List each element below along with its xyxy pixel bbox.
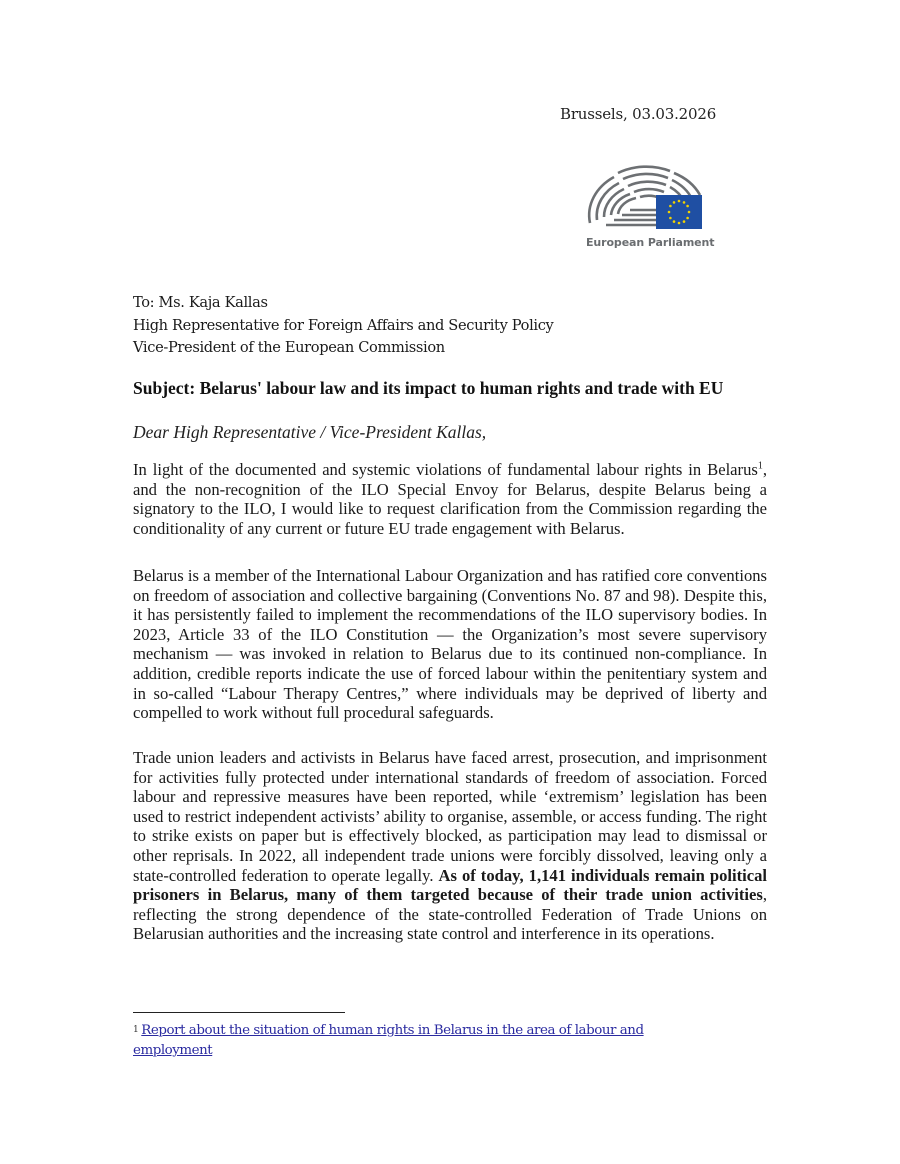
recipient-role: Vice-President of the European Commission <box>133 339 445 356</box>
subject-line: Subject: Belarus' labour law and its impact to human rights and trade with EU <box>133 378 724 398</box>
salutation: Dear High Representative / Vice-President Kallas, <box>133 422 487 442</box>
paragraph-text: , and the non-recognition of the ILO Special Envoy for Belarus, despite Belarus being a signatory to the ILO, I would like to request clarification from the Commission regarding the conditionality of any current or future EU trade engagement with Belarus. <box>133 460 767 538</box>
body-paragraph-3 <box>133 748 767 944</box>
footnote-report-link[interactable]: Report about the situation of human rights in Belarus in the area of labour and employment <box>133 1023 644 1058</box>
footnote-1 <box>133 1020 703 1061</box>
footnote-mark: 1 <box>133 1025 139 1035</box>
emphasized-text: As of today, 1,141 individuals remain political prisoners in Belarus, many of them targeted because of their trade union activities <box>133 865 768 905</box>
recipient-name: To: Ms. Kaja Kallas <box>133 294 268 311</box>
recipient-block <box>133 292 553 360</box>
paragraph-text: , reflecting the strong dependence of the state-controlled Federation of Trade Unions on Belarusian authorities and the increasing state control and interference in its operations. <box>133 885 767 944</box>
body-paragraph-1 <box>133 460 767 538</box>
recipient-title: High Representative for Foreign Affairs and Security Policy <box>133 316 554 334</box>
footnote-reference[interactable]: 1 <box>757 460 763 472</box>
body-paragraph-2: Belarus is a member of the International Labour Organization and has ratified core conventions on freedom of association and collective bargaining (Conventions No. 87 and 98). Despite this, it has persistently failed to implement the recommendations of the ILO supervisory bodies. In 2023, Article 33 of the ILO Constitution — the Organization’s most severe supervisory mechanism — was invoked in relation to Belarus due to its continued non-compliance. In addition, credible reports indicate the use of forced labour within the penitentiary system and in so-called “Labour Therapy Centres,” where individuals may be deprived of liberty and compelled to work without full procedural safeguards. <box>133 566 767 723</box>
hemicycle-icon <box>584 165 706 237</box>
paragraph-text: Trade union leaders and activists in Belarus have faced arrest, prosecution, and imprisonment for activities fully protected under international standards of freedom of association. Forced labour and repressive measures have been reported, while ‘extremism’ legislation has been used to restrict independent activists’ ability to organise, assemble, or access funding. The right to strike exists on paper but is effectively blocked, as participation may lead to dismissal or other reprisals. In 2022, all independent trade unions were forcibly dissolved, leaving only a state-controlled federation to operate legally. <box>133 748 767 885</box>
paragraph-text: In light of the documented and systemic violations of fundamental labour rights in Belarus <box>133 460 758 479</box>
date-line: Brussels, 03.03.2026 <box>560 105 717 123</box>
logo-label: European Parliament <box>586 236 715 249</box>
footnote-separator <box>133 1012 345 1013</box>
